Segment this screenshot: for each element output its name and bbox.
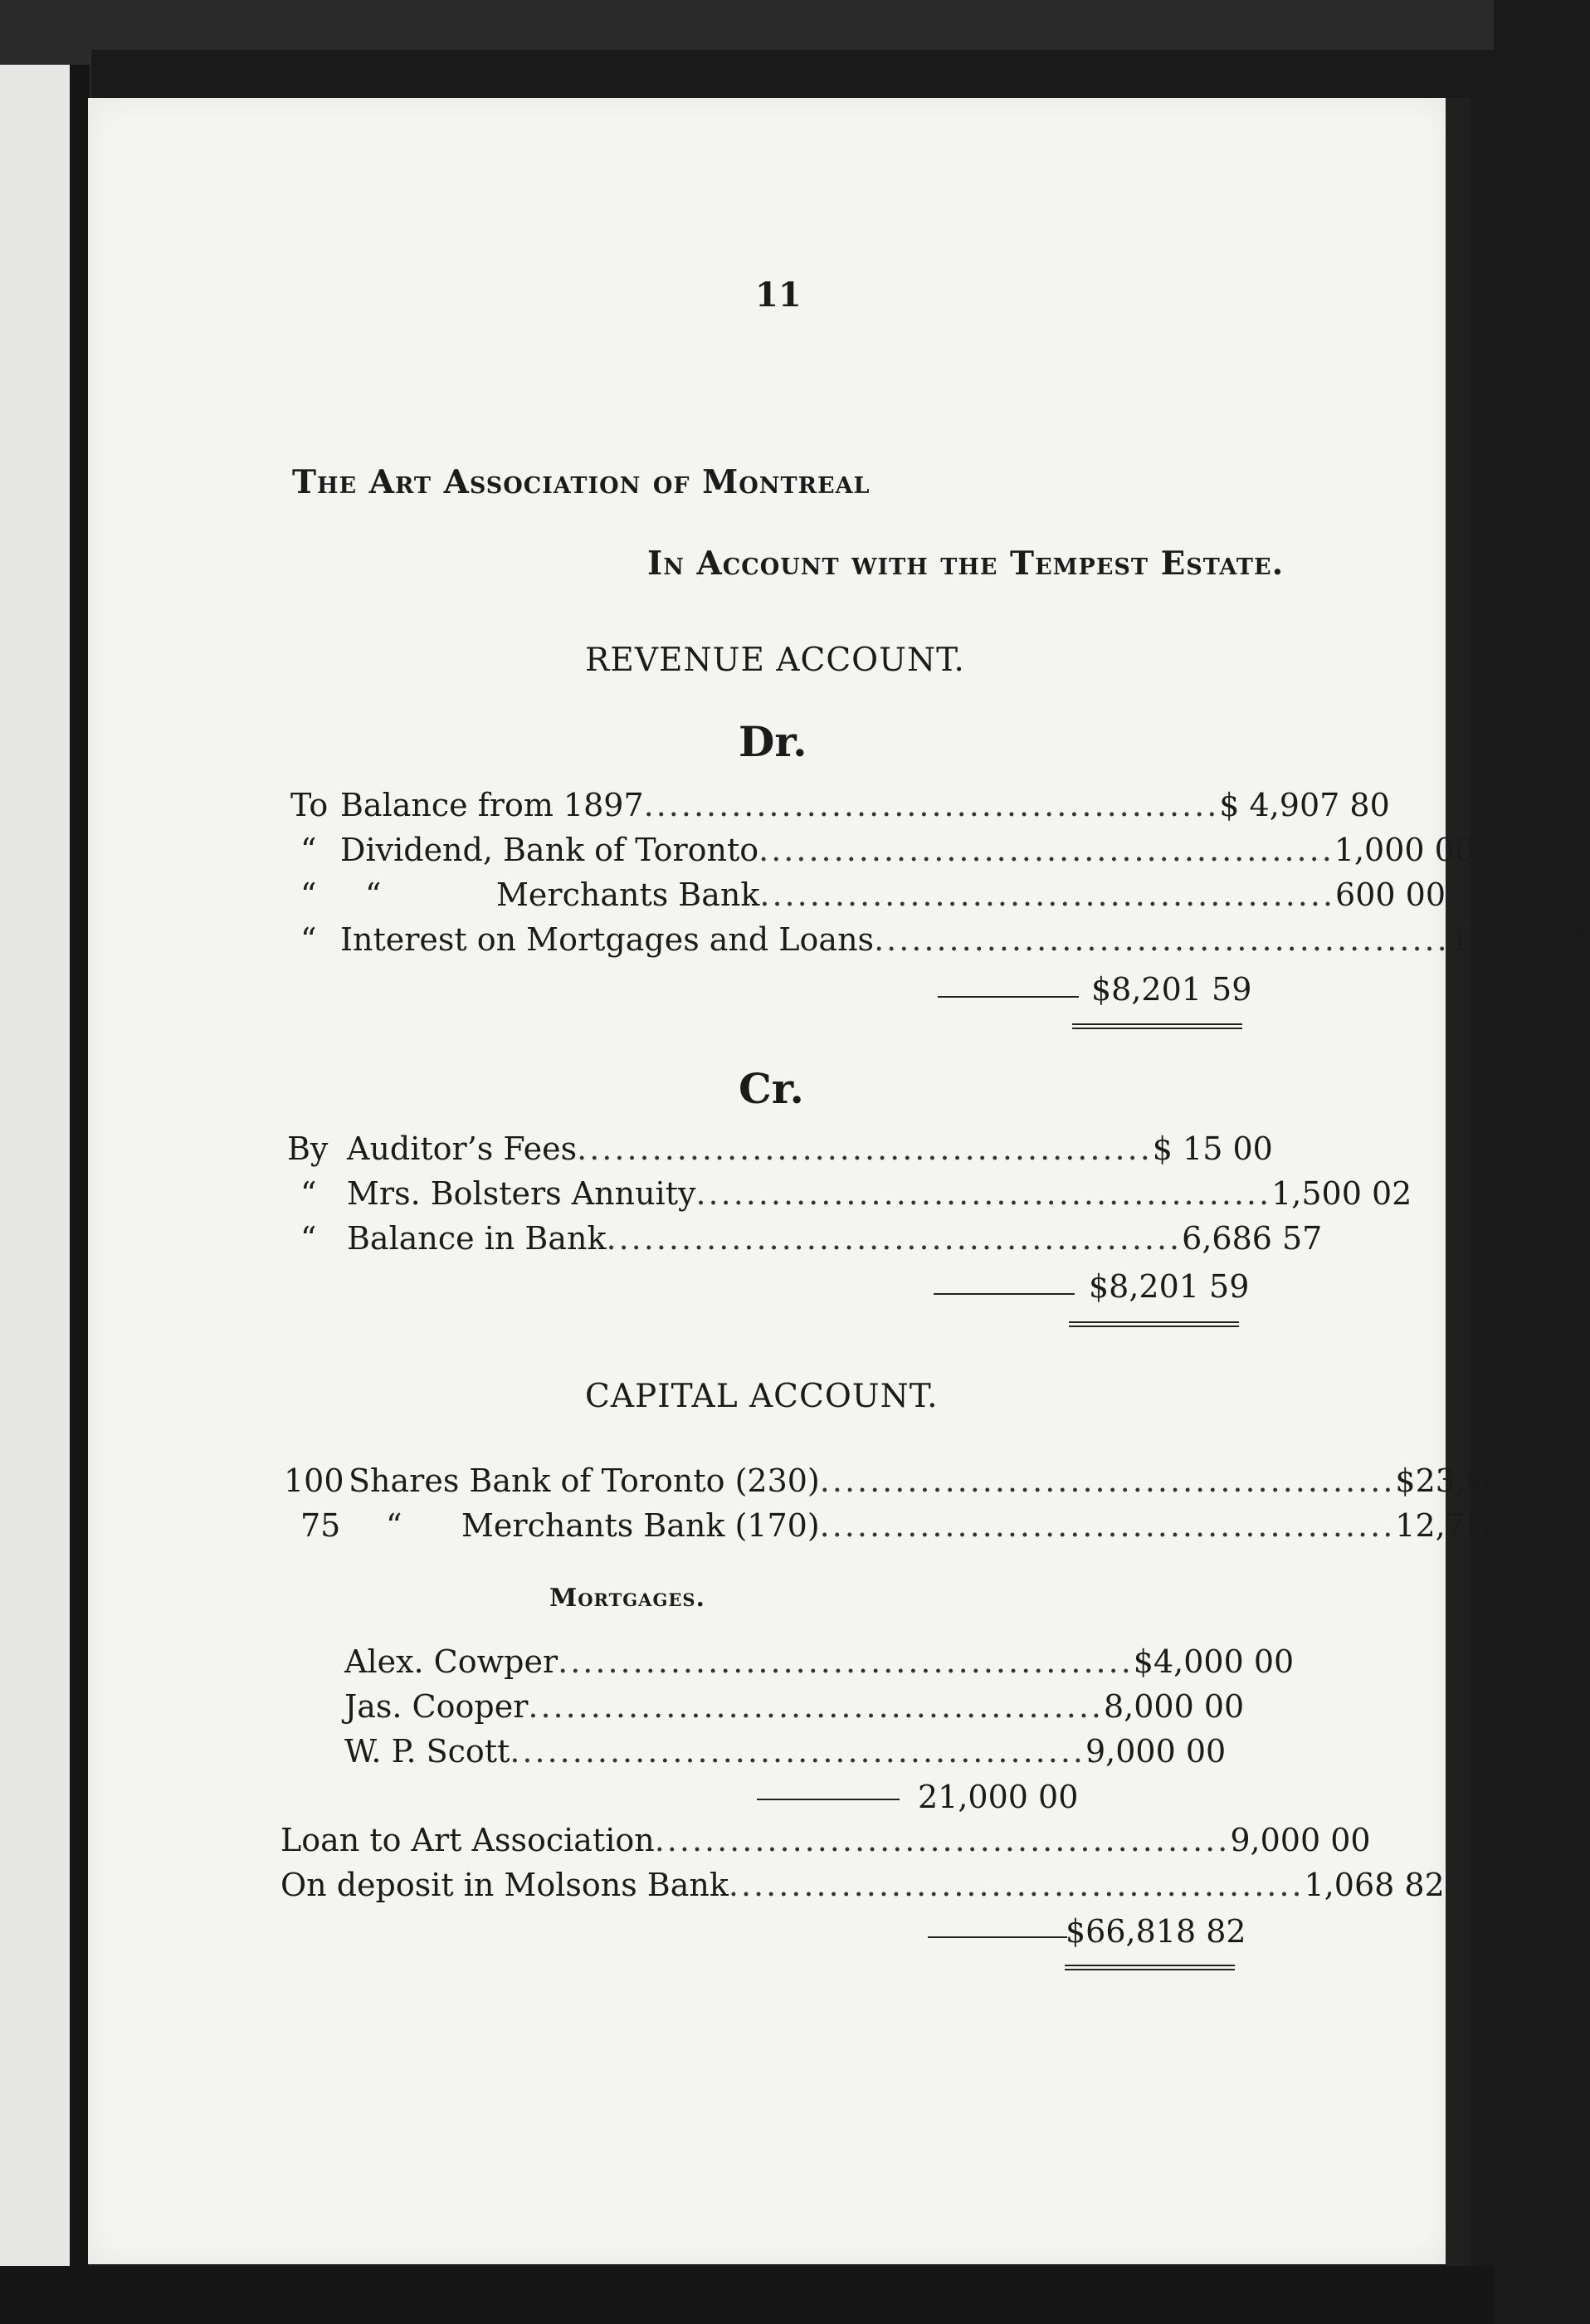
dr-row-2-label: Dividend, Bank of Toronto: [340, 832, 759, 868]
capital-row-2-label: Merchants Bank (170): [461, 1507, 820, 1544]
mortgages-title: Mortgages.: [549, 1584, 705, 1613]
other-row-1-amount: 9,000 00: [1230, 1822, 1371, 1858]
other-row-2-amount: 1,068 82: [1304, 1867, 1445, 1903]
capital-row-1-amount: $23,000 00: [1395, 1462, 1576, 1499]
dr-row-4-label: Interest on Mortgages and Loans: [340, 921, 875, 958]
other-row-2: [280, 1867, 1445, 1903]
leader-dots: ..............................................: [819, 1507, 1396, 1544]
cr-row-1-label: Auditor’s Fees: [347, 1130, 578, 1167]
capital-row-2-submark: “: [386, 1507, 402, 1544]
cr-row-3-label: Balance in Bank: [347, 1220, 607, 1257]
cr-row-2-label: Mrs. Bolsters Annuity: [347, 1175, 696, 1212]
scan-right-border: [1446, 98, 1471, 2273]
leader-dots: ..............................................: [577, 1130, 1153, 1167]
leader-dots: ..............................................: [874, 921, 1450, 958]
dr-total: $8,201 59: [1091, 971, 1252, 1008]
leader-dots: ..............................................: [728, 1867, 1305, 1903]
mortgage-row-2-label: Jas. Cooper: [344, 1688, 529, 1725]
cr-row-1-mark: By: [287, 1130, 329, 1167]
cr-row-2: [347, 1175, 1412, 1212]
mortgage-row-1-amount: $4,000 00: [1133, 1643, 1295, 1680]
cr-total-double-rule: [1069, 1321, 1239, 1327]
mortgage-row-2: [344, 1688, 1245, 1725]
capital-row-2: [461, 1507, 1556, 1544]
capital-account-title: CAPITAL ACCOUNT.: [585, 1378, 939, 1415]
cr-label: Cr.: [739, 1064, 804, 1113]
other-row-1: [280, 1822, 1371, 1858]
leader-dots: ..............................................: [695, 1175, 1272, 1212]
dr-row-1: [340, 787, 1390, 823]
leader-dots: ..............................................: [758, 832, 1334, 868]
dr-row-4-amount: 1,693 79: [1449, 921, 1590, 958]
cr-row-2-mark: “: [300, 1175, 317, 1212]
previous-page-edge: [0, 65, 70, 2273]
leader-dots: ..............................................: [558, 1643, 1134, 1680]
leader-dots: ..............................................: [654, 1822, 1231, 1858]
dr-row-3-amount: 600 00: [1335, 876, 1446, 913]
heading-line-2: In Account with the Tempest Estate.: [647, 544, 1285, 583]
capital-row-1: [349, 1462, 1576, 1499]
mortgages-subtotal: 21,000 00: [918, 1779, 1079, 1815]
other-row-1-label: Loan to Art Association: [280, 1822, 655, 1858]
cr-total: $8,201 59: [1089, 1268, 1250, 1305]
capital-row-1-mark: 100: [284, 1462, 344, 1499]
capital-total: $66,818 82: [1066, 1913, 1246, 1950]
dr-label: Dr.: [739, 717, 807, 766]
mortgages-sum-rule: [757, 1799, 900, 1800]
scan-bottom-border: [0, 2266, 1494, 2324]
heading-line-1: The Art Association of Montreal: [292, 463, 871, 501]
cr-row-3: [347, 1220, 1323, 1257]
mortgage-row-3-amount: 9,000 00: [1085, 1733, 1227, 1770]
scan-top-border: [0, 0, 1494, 50]
capital-row-1-label: Shares Bank of Toronto (230): [349, 1462, 820, 1499]
leader-dots: ..............................................: [643, 787, 1220, 823]
page-gutter: [70, 65, 90, 2281]
leader-dots: ..............................................: [510, 1733, 1085, 1770]
dr-row-3: [496, 876, 1446, 913]
dr-row-3-label: Merchants Bank: [496, 876, 760, 913]
dr-row-1-mark: To: [290, 787, 329, 823]
cr-row-3-amount: 6,686 57: [1182, 1220, 1323, 1257]
capital-total-double-rule: [1065, 1965, 1235, 1970]
mortgage-row-1-label: Alex. Cowper: [344, 1643, 558, 1680]
page-number: 11: [755, 276, 802, 315]
leader-dots: ..............................................: [606, 1220, 1183, 1257]
dr-row-2: [340, 832, 1475, 868]
capital-sum-rule: [928, 1936, 1067, 1938]
dr-row-2-amount: 1,000 00: [1334, 832, 1475, 868]
cr-row-3-mark: “: [300, 1220, 317, 1257]
dr-row-3-submark: “: [365, 876, 382, 913]
mortgage-row-1: [344, 1643, 1295, 1680]
revenue-account-title: REVENUE ACCOUNT.: [585, 642, 965, 679]
cr-row-1-amount: $ 15 00: [1152, 1130, 1273, 1167]
leader-dots: ..............................................: [528, 1688, 1104, 1725]
mortgage-row-3: [344, 1733, 1227, 1770]
dr-row-4-mark: “: [300, 921, 317, 958]
dr-row-1-label: Balance from 1897: [340, 787, 644, 823]
dr-row-4: [340, 921, 1590, 958]
leader-dots: ..............................................: [819, 1462, 1396, 1499]
dr-sum-rule: [938, 996, 1079, 998]
cr-row-1: [347, 1130, 1273, 1167]
dr-row-2-mark: “: [300, 832, 317, 868]
leader-dots: ..............................................: [759, 876, 1336, 913]
mortgage-row-2-amount: 8,000 00: [1104, 1688, 1245, 1725]
other-row-2-label: On deposit in Molsons Bank: [280, 1867, 729, 1903]
dr-row-1-amount: $ 4,907 80: [1219, 787, 1390, 823]
cr-sum-rule: [934, 1293, 1075, 1295]
capital-row-2-mark: 75: [300, 1507, 341, 1544]
cr-row-2-amount: 1,500 02: [1271, 1175, 1412, 1212]
mortgage-row-3-label: W. P. Scott: [344, 1733, 510, 1770]
dr-row-3-mark: “: [300, 876, 317, 913]
capital-row-2-amount: 12,750 00: [1395, 1507, 1556, 1544]
dr-total-double-rule: [1072, 1023, 1242, 1029]
